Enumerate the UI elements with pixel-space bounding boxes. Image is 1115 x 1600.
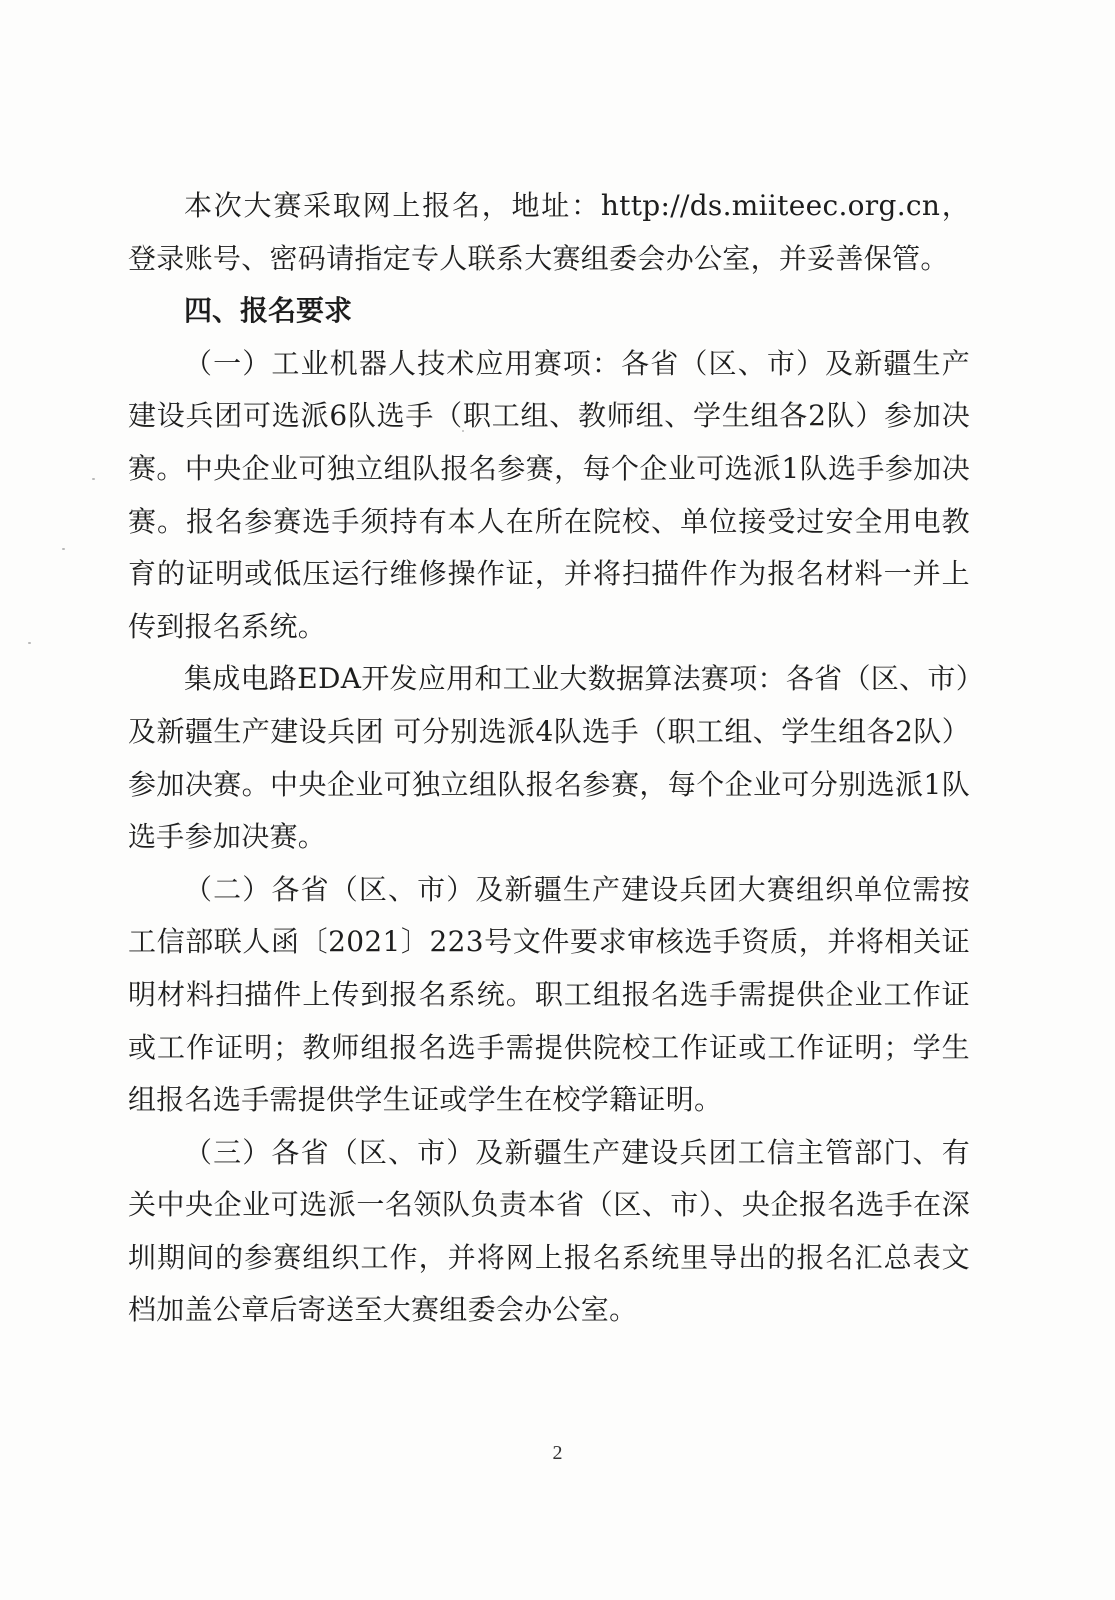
scan-speck	[62, 548, 65, 550]
paragraph-qualification-review: （二）各省（区、市）及新疆生产建设兵团大赛组织单位需按工信部联人函〔2021〕223号文件要求审核选手资质，并将相关证明材料扫描件上传到报名系统。职工组报名选手需提供企业工作证或工作证明；教师组报名选手需提供院校工作证或工作证明；学生组报名选手需提供学生证或学生在校学籍证明。	[128, 872, 970, 1117]
paragraph-registration-url: 本次大赛采取网上报名，地址：http://ds.miiteec.org.cn，登录账号、密码请指定专人联系大赛组委会办公室，并妥善保管。	[128, 189, 970, 275]
paragraph-robot-event: （一）工业机器人技术应用赛项：各省（区、市）及新疆生产建设兵团可选派6队选手（职工组、教师组、学生组各2队）参加决赛。中央企业可独立组队报名参赛，每个企业可选派1队选手参加决赛。报名参赛选手须持有本人在所在院校、单位接受过安全用电教育的证明或低压运行维修操作证，并将扫描件作为报名材料一并上传到报名系统。	[128, 346, 970, 643]
paragraph-team-leader: （三）各省（区、市）及新疆生产建设兵团工信主管部门、有关中央企业可选派一名领队负责本省（区、市）、央企报名选手在深圳期间的参赛组织工作，并将网上报名系统里导出的报名汇总表文档加盖公章后寄送至大赛组委会办公室。	[128, 1135, 970, 1327]
section-heading-registration-requirements: 四、报名要求	[184, 294, 353, 328]
paragraph-eda-bigdata-event: 集成电路EDA开发应用和工业大数据算法赛项：各省（区、市）及新疆生产建设兵团 可分别选派4队选手（职工组、学生组各2队）参加决赛。中央企业可独立组队报名参赛，每个企业可分别选派1队选手参加决赛。	[128, 662, 970, 854]
page-number: 2	[552, 1442, 563, 1464]
scan-speck	[28, 642, 31, 644]
document-body	[128, 180, 970, 1337]
scan-speck	[92, 478, 95, 480]
